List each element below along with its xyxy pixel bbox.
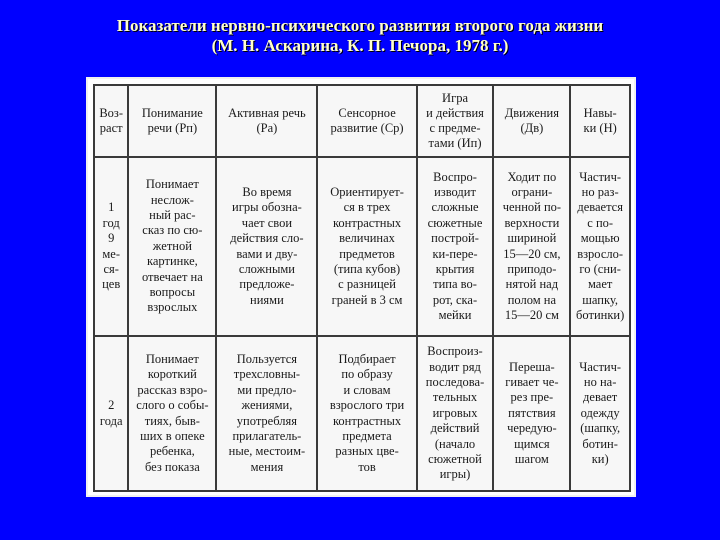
cell-movements: Ходит по ограни- ченной по- верхности шириной 15—20 см, приподо- нятой над полом на 15—20 см bbox=[493, 157, 570, 336]
cell-speech-understanding: Понимает неслож- ный рас- сказ по сю- жетной картинке, отвечает на вопросы взрослых bbox=[128, 157, 216, 336]
header-movements: Движения (Дв) bbox=[493, 85, 570, 157]
slide-title-line-2: (М. Н. Аскарина, К. П. Печора, 1978 г.) bbox=[211, 36, 509, 55]
development-indicators-table bbox=[93, 84, 631, 492]
table-header-row bbox=[94, 85, 630, 157]
header-age: Воз- раст bbox=[94, 85, 128, 157]
slide-title-line-1: Показатели нервно-психического развития второго года жизни bbox=[116, 16, 604, 35]
header-play-and-actions: Игра и действия с предме- тами (Ип) bbox=[417, 85, 494, 157]
cell-sensory-development: Подбирает по образу и словам взрослого три контрастных предмета разных цве- тов bbox=[317, 336, 416, 491]
header-speech-understanding: Понимание речи (Рп) bbox=[128, 85, 216, 157]
header-sensory-development: Сенсорное развитие (Ср) bbox=[317, 85, 416, 157]
header-active-speech: Активная речь (Ра) bbox=[216, 85, 317, 157]
cell-skills: Частич- но на- девает одежду (шапку, ботин- ки) bbox=[570, 336, 630, 491]
cell-sensory-development: Ориентирует- ся в трех контрастных величинах предметов (типа кубов) с разницей граней в 3 см bbox=[317, 157, 416, 336]
cell-skills: Частич- но раз- девается с по- мощью взросло- го (сни- мает шапку, ботинки) bbox=[570, 157, 630, 336]
cell-active-speech: Пользуется трехсловны- ми предло- жениями, употребляя прилагатель- ные, местоим- мения bbox=[216, 336, 317, 491]
table-row bbox=[94, 336, 630, 491]
cell-movements: Переша- гивает че- рез пре- пятствия чередую- щимся шагом bbox=[493, 336, 570, 491]
header-skills: Навы- ки (Н) bbox=[570, 85, 630, 157]
cell-speech-understanding: Понимает короткий рассказ взро- слого о собы- тиях, быв- ших в опеке ребенка, без показа bbox=[128, 336, 216, 491]
cell-age: 1 год 9 ме- ся- цев bbox=[94, 157, 128, 336]
cell-active-speech: Во время игры обозна- чает свои действия сло- вами и дву- сложными предложе- ниями bbox=[216, 157, 317, 336]
table-row bbox=[94, 157, 630, 336]
cell-play-and-actions: Воспро- изводит сложные сюжетные построй- ки-пере- крытия типа во- рот, ска- мейки bbox=[417, 157, 494, 336]
cell-play-and-actions: Воспроиз- водит ряд последова- тельных игровых действий (начало сюжетной игры) bbox=[417, 336, 494, 491]
cell-age: 2 года bbox=[94, 336, 128, 491]
slide-title bbox=[0, 16, 720, 56]
table-image-frame bbox=[86, 77, 636, 497]
